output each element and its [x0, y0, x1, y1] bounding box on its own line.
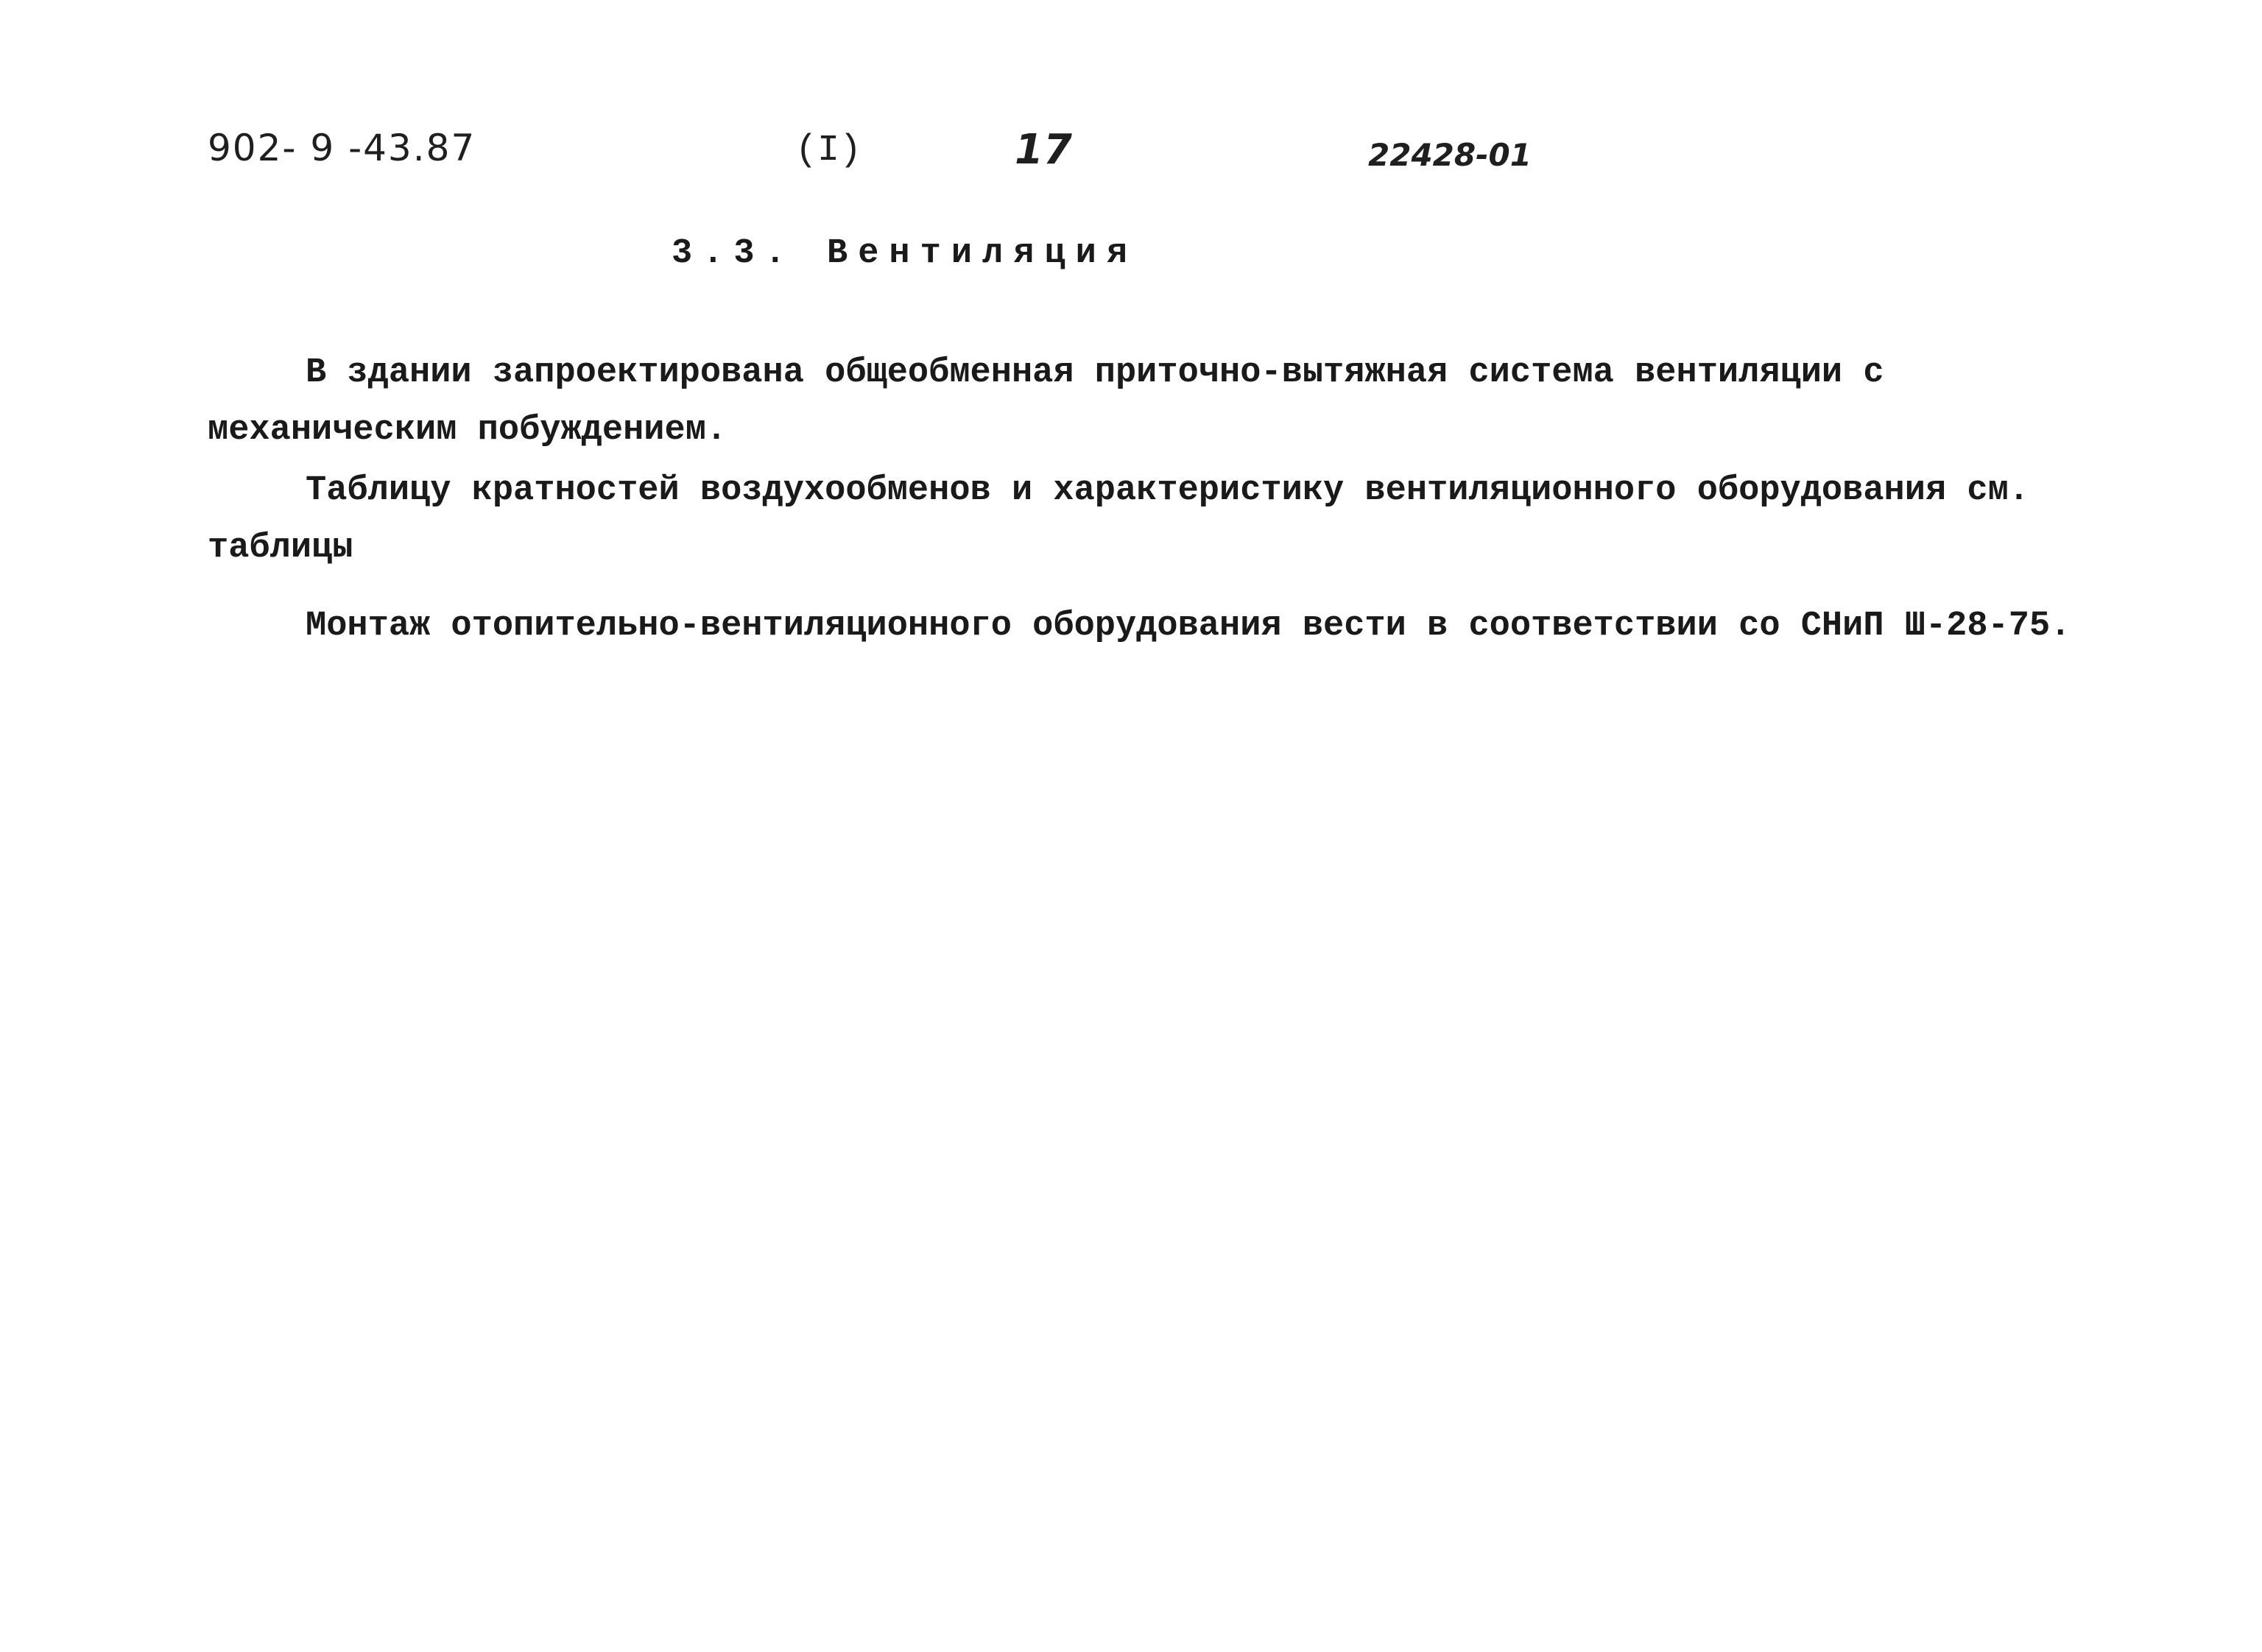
paragraph-air-exchange-table: Таблицу кратностей воздухообменов и характеристику вентиляционного оборудования см. таблицы [208, 471, 2029, 568]
paragraph-installation-norms: Монтаж отопительно-вентиляционного оборудования вести в соответствии со СНиП Ш-28-75. [306, 607, 2071, 646]
page-number: 17 [1015, 126, 1072, 174]
document-code: 902- 9 -43.87 [208, 127, 476, 169]
paragraph-ventilation-system: В здании запроектирована общеобменная приточно-вытяжная система вентиляции с механическим побуждением. [208, 353, 1884, 450]
section-title: 3.3. Вентиляция [672, 234, 1138, 273]
sheet-code: 22428-01 [1368, 137, 1532, 173]
part-number: (I) [795, 130, 862, 172]
